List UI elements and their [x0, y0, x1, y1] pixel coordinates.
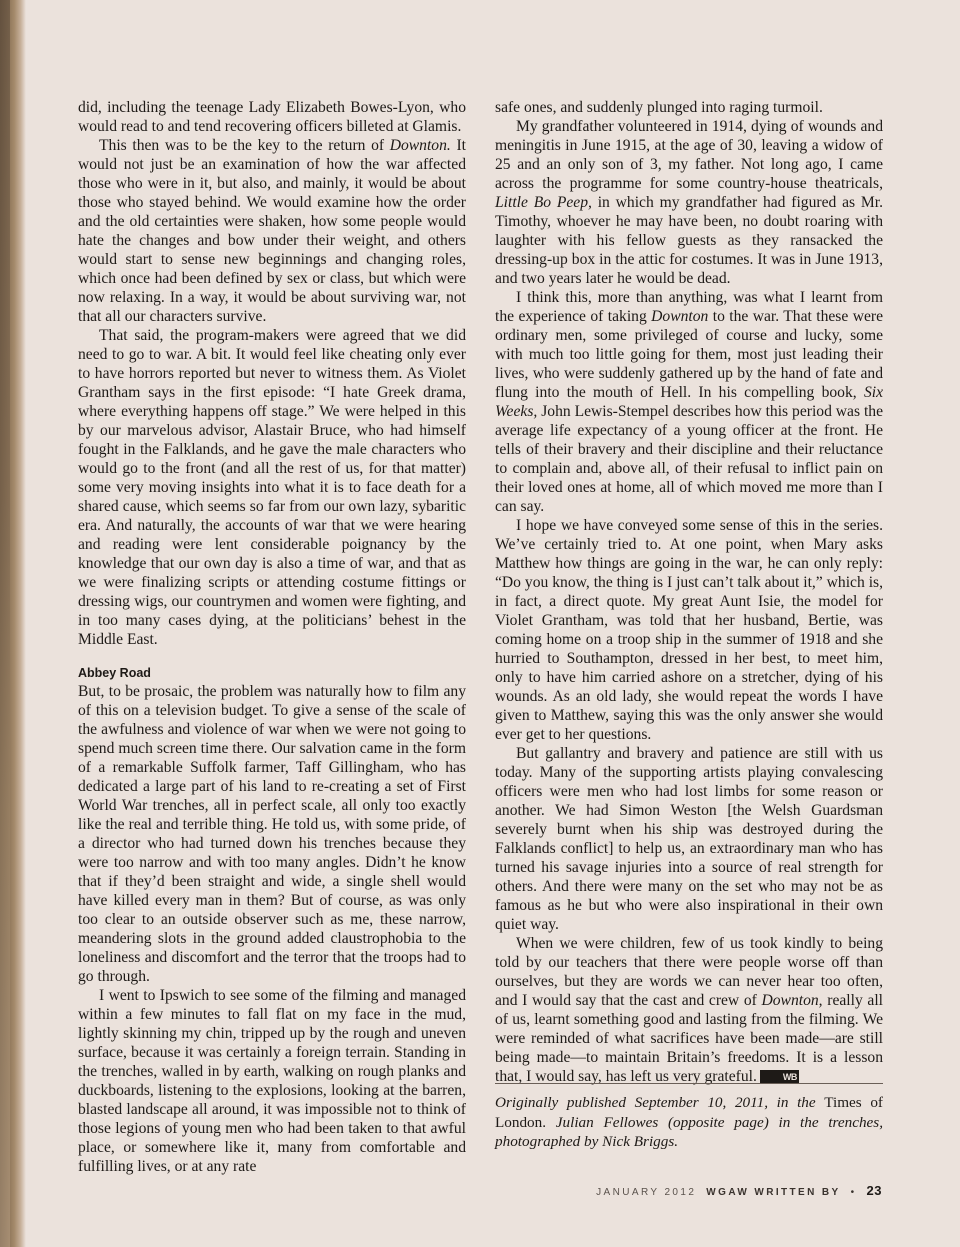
italic-title: Little Bo Peep, — [495, 194, 592, 211]
issue-date: JANUARY 2012 — [596, 1187, 697, 1198]
article-column-right — [495, 98, 883, 1086]
paragraph: I hope we have conveyed some sense of this in the series. We’ve certainly tried to. At one point, when Mary asks Matthew how things are going in the war, he can only reply: “Do you know, the thing is I just can’t talk about it,” which is, in fact, a direct quote. My great Aunt Isie, the model for Violet Grantham, was told that her husband, Bertie, was coming home on a troop ship in the summer of 1918 and she hurried to Southampton, dressed in her best, to meet him, only to have him carried ashore on a stretcher, dying of his wounds. As an old lady, she would repeat the words I have given to Matthew, saying this was the only answer she would ever get to her questions. — [495, 517, 883, 743]
bullet-icon: • — [850, 1187, 857, 1198]
italic-title: Downton, — [761, 992, 823, 1009]
end-mark-icon: WB — [760, 1070, 799, 1084]
article-column-left — [78, 98, 466, 1176]
italic-title: Downton. — [389, 137, 451, 154]
paragraph: I went to Ipswich to see some of the filming and managed within a few minutes to fall flat on my face in the mud, lightly skinning my chin, tripped up by the rough and uneven surface, because it was certainly a foreign terrain. Standing in the trenches, walled in by earth, walking on rough planks and duckboards, listening to the explosions, looking at the barren, blasted landscape all around, it was impossible not to think of those legions of young men who had been taken to that awful place, or somewhere like it, many from comfortable and fulfilling lives, or at any rate — [78, 987, 466, 1175]
section-heading: Abbey Road — [78, 666, 151, 680]
paragraph: I think this, more than anything, was what I learnt from the experience of taking Downton to the war. That these were ordinary men, some privileged of course and lucky, some with much too little going for them, most just leading their lives, who were suddenly gathered up by the hand of fate and flung into the mouth of Hell. In his compelling book, Six Weeks, John Lewis-Stempel describes how this period was the average life expectancy of a young officer at the front. He tells of their bravery and their discipline and their reluctance to complain and, above all, of their refusal to inflict pain on their loved ones at home, all of which moved me more than I can say. — [495, 289, 883, 515]
paragraph: That said, the program-makers were agreed that we did need to go to war. A bit. It would feel like cheating only ever to have horrors reported but never to witness them. As Violet Grantham says in the first episode: “I hate Greek drama, where everything happens off stage.” We were helped in this by our marvelous advisor, Alastair Bruce, who had himself fought in the Falklands, and he gave the male characters who would go to the front (and all the rest of us, for that matter) some very moving insights into what it is to face death for a shared cause, which seems so far from our own lazy, sybaritic era. And naturally, the accounts of war that we were hearing and reading were lent considerable poignancy by the knowledge that our own day is also a time of war, and that as we were finalizing scripts or attending costume fittings or dressing wigs, our countrymen and women were fighting, and in too many cases dying, at the politicians’ behest in the Middle East. — [78, 327, 466, 648]
paragraph: But, to be prosaic, the problem was naturally how to film any of this on a television budget. To give a sense of the scale of the awfulness and violence of war when we were not going to spend much screen time there. Our salvation came in the form of a remarkable Suffolk farmer, Taff Gillingham, who has dedicated a large part of his land to re-creating a set of First World War trenches, all in perfect scale, all only too exactly like the real and terrible thing. He told us, with some pride, of a director who had turned down his trenches because they were too narrow and with too many angles. Didn’t he know that if they’d been straight and wide, a single shell would have killed every man in them? But of course, as was only too clear to an outside observer such as me, these narrow, meandering slots in the ground added claustrophobia to the loneliness and discomfort and the terror that the troops had to go through. — [78, 683, 466, 985]
paragraph: When we were children, few of us took kindly to being told by our teachers that there were people worse off than ourselves, but they are words we can never hear too often, and I would say that the cast and crew of Downton, really all of us, learnt something good and lasting from the filming. We were reminded of what sacrifices have been made—are still being made—to maintain Britain’s freedoms. It is a lesson that, I would say, has left us very grateful. WB — [495, 935, 883, 1085]
paragraph: safe ones, and suddenly plunged into raging turmoil. — [495, 99, 823, 116]
italic-title: Downton — [651, 308, 709, 325]
paragraph: This then was to be the key to the return of Downton. It would not just be an examination of how the war affected those who were in it, but also, and mainly, it would be about those who stayed behind. We would examine how the order and the old certainties were shaken, how some people would hate the changes and bow under their weight, and others would start to sense new beginnings and changing roles, which once had been defined by sex or class, but which were now relaxing. In a way, it would be about surviving war, not that all our characters survive. — [78, 137, 466, 325]
paragraph: But gallantry and bravery and patience are still with us today. Many of the supporting artists playing convalescing officers were men who had lost limbs for some reason or another. We had Simon Weston [the Welsh Guardsman severely burnt when his ship was destroyed during the Falklands conflict] to help us, an extraordinary man who has turned his savage injuries into a source of real strength for others. And there were many on the set who may not be as famous as he but who were also inspirational in their own quiet way. — [495, 745, 883, 933]
paragraph: did, including the teenage Lady Elizabeth Bowes-Lyon, who would read to and tend recovering officers billeted at Glamis. — [78, 99, 466, 135]
photo-edge — [0, 0, 26, 1247]
caption-divider — [495, 1083, 883, 1084]
magazine-name: WGAW WRITTEN BY — [706, 1187, 841, 1198]
paragraph: My grandfather volunteered in 1914, dying of wounds and meningitis in June 1915, at the age of 30, leaving a widow of 25 and an only son of 3, my father. Not long ago, I came across the programme for some country-house theatricals, Little Bo Peep, in which my grandfather had figured as Mr. Timothy, whoever he may have been, no doubt roaring with laughter with his fellow guests as they ransacked the dressing-up box in the attic for costumes. It was in June 1913, and two years later he would be dead. — [495, 118, 883, 287]
italic-title: Six Weeks, — [495, 384, 883, 420]
page-number: 23 — [866, 1183, 882, 1198]
photo-caption: Originally published September 10, 2011, in the Times of London. Julian Fellowes (opposite page) in the trenches, photographed by Nick Briggs. — [495, 1094, 883, 1151]
page-footer — [596, 1183, 882, 1198]
